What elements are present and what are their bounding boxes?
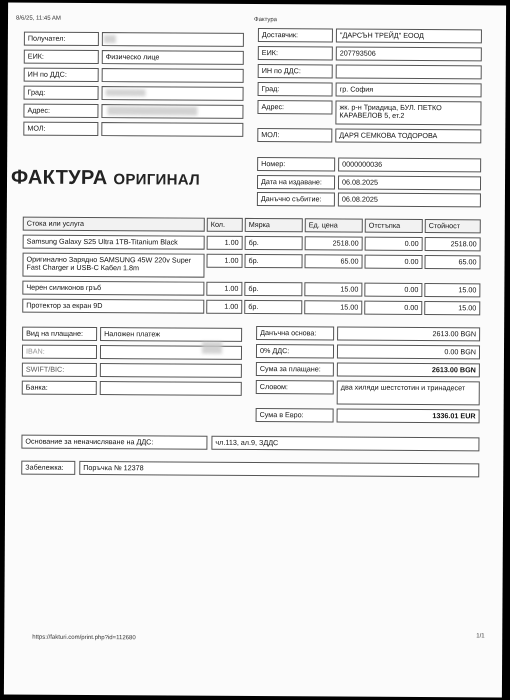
- supplier-label: Доставчик:: [258, 28, 333, 42]
- table-row-name: Черен силиконов гръб: [22, 281, 204, 296]
- invoice-title-main: ФАКТУРА: [10, 166, 108, 190]
- total-value: 2613.00 BGN: [337, 363, 480, 378]
- tax-event-value: 06.08.2025: [338, 193, 481, 208]
- vat-label: 0% ДДС:: [256, 344, 334, 358]
- swift-value: [100, 363, 242, 378]
- payment-method-label: Вид на плащане:: [22, 327, 97, 341]
- table-row-price: 65.00: [305, 254, 363, 268]
- col-header-price: Ед. цена: [305, 218, 363, 232]
- supplier-eik-label: ЕИК:: [258, 46, 333, 60]
- col-header-total: Стойност: [425, 219, 481, 233]
- table-row-qty: 1.00: [206, 300, 242, 314]
- iban-label: IBAN:: [22, 345, 97, 359]
- table-row-total: 15.00: [424, 301, 480, 315]
- recipient-value: [102, 32, 244, 47]
- supplier-mol-value: ДАРЯ СЕМКОВА ТОДОРОВА: [335, 128, 481, 143]
- invoice-title-sub: ОРИГИНАЛ: [113, 171, 200, 189]
- invoice-number-label: Номер:: [257, 157, 335, 171]
- invoice-number-value: 0000000036: [338, 158, 481, 173]
- recipient-eik-label: ЕИК:: [24, 50, 99, 64]
- tax-base-value: 2613.00 BGN: [337, 327, 480, 342]
- issue-date-value: 06.08.2025: [338, 176, 481, 191]
- recipient-label: Получател:: [24, 32, 99, 46]
- novat-label: Основание за неначисляване на ДДС:: [21, 435, 207, 450]
- supplier-city-label: Град:: [258, 82, 333, 96]
- table-row-qty: 1.00: [207, 254, 243, 268]
- supplier-mol-label: МОЛ:: [257, 128, 332, 142]
- supplier-city-value: гр. София: [336, 82, 482, 97]
- issue-date-label: Дата на издаване:: [257, 175, 335, 189]
- table-row-price: 2518.00: [305, 236, 363, 250]
- supplier-vat-label: ИН по ДДС:: [258, 64, 333, 78]
- col-header-unit: Мярка: [245, 218, 303, 232]
- col-header-qty: Кол.: [207, 218, 243, 232]
- swift-label: SWIFT/BIC:: [22, 363, 97, 377]
- footer-page-number: 1/1: [476, 633, 485, 640]
- table-row-name: Протектор за екран 9D: [22, 299, 204, 314]
- table-row-unit: бр.: [245, 236, 303, 250]
- table-row-qty: 1.00: [207, 236, 243, 250]
- footer-url: https://fakturi.com/print.php?id=112680: [32, 634, 136, 642]
- table-row-total: 2518.00: [425, 237, 481, 251]
- table-row-discount: 0.00: [364, 283, 422, 297]
- supplier-eik-value: 207793506: [336, 46, 482, 61]
- recipient-vat-label: ИН по ДДС:: [24, 68, 99, 82]
- redaction-blur: [106, 89, 146, 96]
- invoice-page: [4, 2, 506, 697]
- bank-value: [100, 381, 242, 396]
- vat-value: 0.00 BGN: [337, 345, 480, 360]
- tax-base-label: Данъчна основа:: [256, 326, 334, 340]
- col-header-discount: Отстъпка: [365, 219, 423, 233]
- table-row-discount: 0.00: [364, 255, 422, 269]
- recipient-vat-value: [102, 68, 244, 83]
- table-row-price: 15.00: [304, 300, 362, 314]
- table-row-unit: бр.: [245, 254, 303, 268]
- note-value: Поръчка № 12378: [79, 461, 479, 477]
- table-row-unit: бр.: [244, 282, 302, 296]
- table-row-name: Samsung Galaxy S25 Ultra 1TB-Titanium Black: [23, 235, 205, 250]
- words-label: Словом:: [256, 380, 334, 394]
- table-row-total: 15.00: [424, 283, 480, 297]
- print-doc-label: Фактура: [253, 16, 278, 24]
- supplier-address-label: Адрес:: [257, 100, 332, 114]
- novat-value: чл.113, ал.9, ЗДДС: [211, 436, 479, 452]
- supplier-vat-value: [336, 64, 482, 79]
- total-label: Сума за плащане:: [256, 362, 334, 376]
- recipient-address-label: Адрес:: [23, 104, 98, 118]
- table-row-qty: 1.00: [206, 282, 242, 296]
- redaction-blur: [202, 342, 222, 354]
- table-row-total: 65.00: [424, 255, 480, 269]
- note-label: Забележка:: [21, 461, 75, 475]
- recipient-mol-value: [101, 122, 243, 137]
- supplier-address-value: жк. р-н Триадица, БУЛ. ПЕТКО КАРАВЕЛОВ 5, ет.2: [335, 100, 481, 125]
- recipient-mol-label: МОЛ:: [23, 122, 98, 136]
- eur-label: Сума в Евро:: [256, 408, 334, 422]
- supplier-value: "ДАРСЪН ТРЕЙД" ЕООД: [336, 28, 482, 43]
- table-row-name: Оригинално Зарядно SAMSUNG 45W 220v Super Fast Charger и USB-C Кабел 1.8m: [22, 253, 204, 278]
- table-row-discount: 0.00: [365, 237, 423, 251]
- eur-value: 1336.01 EUR: [337, 408, 480, 423]
- print-datetime: 8/6/25, 11:45 AM: [16, 15, 61, 22]
- bank-label: Банка:: [22, 381, 97, 395]
- redaction-blur: [107, 106, 197, 116]
- invoice-title: [11, 167, 200, 191]
- table-row-discount: 0.00: [364, 301, 422, 315]
- tax-event-label: Данъчно събитие:: [257, 192, 335, 206]
- recipient-eik-value: Физическо лице: [102, 50, 244, 65]
- table-row-price: 15.00: [304, 282, 362, 296]
- redaction-blur: [104, 35, 116, 43]
- recipient-city-label: Град:: [24, 86, 99, 100]
- payment-method-value: Наложен платеж: [100, 327, 242, 342]
- col-header-item: Стока или услуга: [23, 217, 205, 232]
- table-row-unit: бр.: [244, 300, 302, 314]
- words-value: два хиляди шестстотин и тринадесет: [337, 381, 480, 406]
